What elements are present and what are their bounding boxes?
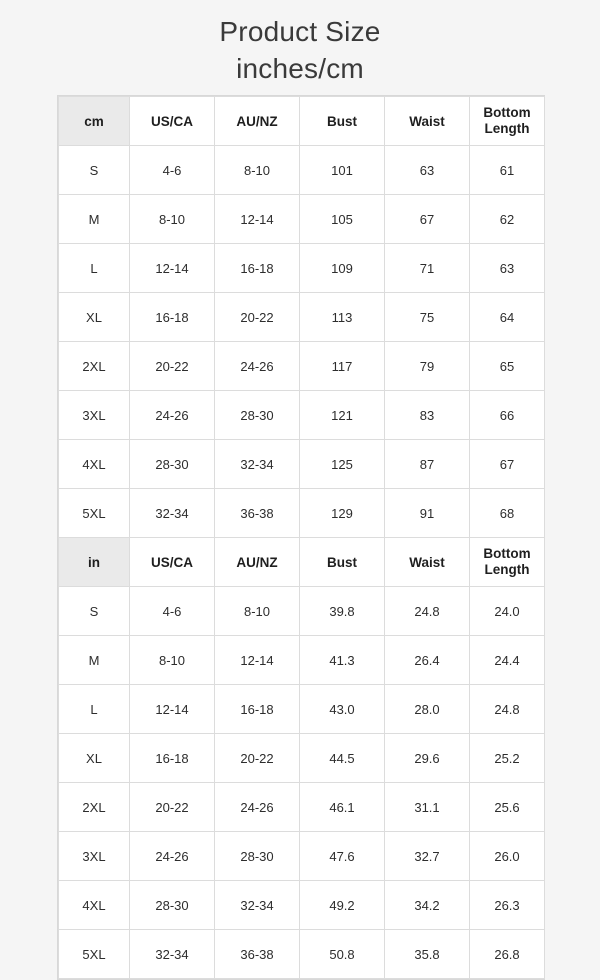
table-row: [59, 244, 545, 293]
size-label-cell: 2XL: [59, 783, 130, 832]
measurement-cell: 47.6: [300, 832, 385, 881]
measurement-cell: 26.8: [470, 930, 545, 979]
measurement-cell: 25.6: [470, 783, 545, 832]
size-label-cell: L: [59, 244, 130, 293]
column-header-cell: Waist: [385, 538, 470, 587]
measurement-cell: 29.6: [385, 734, 470, 783]
measurement-cell: 61: [470, 146, 545, 195]
column-header-cell: Bust: [300, 97, 385, 146]
table-row: [59, 734, 545, 783]
measurement-cell: 43.0: [300, 685, 385, 734]
table-row: [59, 489, 545, 538]
column-header-cell: Bust: [300, 538, 385, 587]
size-label-cell: XL: [59, 734, 130, 783]
size-label-cell: S: [59, 587, 130, 636]
size-label-cell: M: [59, 636, 130, 685]
column-header-cell: US/CA: [130, 97, 215, 146]
measurement-cell: 129: [300, 489, 385, 538]
measurement-cell: 20-22: [215, 293, 300, 342]
measurement-cell: 32-34: [130, 489, 215, 538]
measurement-cell: 24.8: [385, 587, 470, 636]
measurement-cell: 24.8: [470, 685, 545, 734]
size-label-cell: L: [59, 685, 130, 734]
measurement-cell: 12-14: [130, 685, 215, 734]
measurement-cell: 44.5: [300, 734, 385, 783]
measurement-cell: 8-10: [215, 587, 300, 636]
measurement-cell: 4-6: [130, 146, 215, 195]
measurement-cell: 24-26: [130, 391, 215, 440]
size-label-cell: 3XL: [59, 391, 130, 440]
page-title: [0, 0, 600, 88]
size-label-cell: 2XL: [59, 342, 130, 391]
measurement-cell: 8-10: [130, 195, 215, 244]
measurement-cell: 113: [300, 293, 385, 342]
measurement-cell: 64: [470, 293, 545, 342]
measurement-cell: 36-38: [215, 489, 300, 538]
column-header-cell: [470, 538, 545, 587]
measurement-cell: 28-30: [130, 440, 215, 489]
measurement-cell: 67: [385, 195, 470, 244]
measurement-cell: 66: [470, 391, 545, 440]
table-row: [59, 146, 545, 195]
measurement-cell: 121: [300, 391, 385, 440]
measurement-cell: 34.2: [385, 881, 470, 930]
column-header-cell: [470, 97, 545, 146]
size-label-cell: XL: [59, 293, 130, 342]
table-row: [59, 930, 545, 979]
measurement-cell: 91: [385, 489, 470, 538]
size-table: [58, 96, 545, 979]
measurement-cell: 8-10: [130, 636, 215, 685]
column-header-cell: Waist: [385, 97, 470, 146]
measurement-cell: 8-10: [215, 146, 300, 195]
measurement-cell: 24-26: [215, 342, 300, 391]
size-label-cell: 5XL: [59, 930, 130, 979]
measurement-cell: 26.3: [470, 881, 545, 930]
measurement-cell: 68: [470, 489, 545, 538]
measurement-cell: 24.4: [470, 636, 545, 685]
page-title-line-1: Product Size: [219, 16, 381, 47]
table-header-row: [59, 538, 545, 587]
measurement-cell: 36-38: [215, 930, 300, 979]
measurement-cell: 31.1: [385, 783, 470, 832]
measurement-cell: 83: [385, 391, 470, 440]
measurement-cell: 63: [385, 146, 470, 195]
measurement-cell: 24-26: [215, 783, 300, 832]
measurement-cell: 32-34: [215, 440, 300, 489]
measurement-cell: 65: [470, 342, 545, 391]
measurement-cell: 16-18: [130, 734, 215, 783]
measurement-cell: 49.2: [300, 881, 385, 930]
measurement-cell: 67: [470, 440, 545, 489]
measurement-cell: 32-34: [215, 881, 300, 930]
column-header-line-1: Bottom: [483, 105, 531, 121]
table-row: [59, 832, 545, 881]
measurement-cell: 25.2: [470, 734, 545, 783]
measurement-cell: 28-30: [215, 391, 300, 440]
measurement-cell: 28.0: [385, 685, 470, 734]
measurement-cell: 26.4: [385, 636, 470, 685]
measurement-cell: 28-30: [215, 832, 300, 881]
measurement-cell: 32.7: [385, 832, 470, 881]
page-title-line-2: inches/cm: [236, 52, 364, 84]
measurement-cell: 117: [300, 342, 385, 391]
table-row: [59, 783, 545, 832]
measurement-cell: 87: [385, 440, 470, 489]
measurement-cell: 101: [300, 146, 385, 195]
table-header-row: [59, 97, 545, 146]
measurement-cell: 12-14: [215, 636, 300, 685]
table-row: [59, 440, 545, 489]
table-row: [59, 195, 545, 244]
column-header-cell: AU/NZ: [215, 97, 300, 146]
measurement-cell: 20-22: [130, 783, 215, 832]
measurement-cell: 24-26: [130, 832, 215, 881]
size-label-cell: 3XL: [59, 832, 130, 881]
column-header-line-2: Length: [484, 562, 530, 577]
measurement-cell: 79: [385, 342, 470, 391]
measurement-cell: 24.0: [470, 587, 545, 636]
measurement-cell: 16-18: [130, 293, 215, 342]
measurement-cell: 32-34: [130, 930, 215, 979]
measurement-cell: 12-14: [130, 244, 215, 293]
table-row: [59, 293, 545, 342]
measurement-cell: 20-22: [215, 734, 300, 783]
size-label-cell: 4XL: [59, 881, 130, 930]
measurement-cell: 105: [300, 195, 385, 244]
measurement-cell: 20-22: [130, 342, 215, 391]
measurement-cell: 71: [385, 244, 470, 293]
measurement-cell: 41.3: [300, 636, 385, 685]
column-header-line-1: Bottom: [483, 546, 531, 562]
measurement-cell: 63: [470, 244, 545, 293]
size-tables-container: [57, 95, 545, 980]
measurement-cell: 75: [385, 293, 470, 342]
table-row: [59, 391, 545, 440]
size-label-cell: S: [59, 146, 130, 195]
measurement-cell: 62: [470, 195, 545, 244]
table-row: [59, 685, 545, 734]
column-header-cell: AU/NZ: [215, 538, 300, 587]
table-row: [59, 342, 545, 391]
column-header-cell: US/CA: [130, 538, 215, 587]
measurement-cell: 4-6: [130, 587, 215, 636]
measurement-cell: 109: [300, 244, 385, 293]
measurement-cell: 46.1: [300, 783, 385, 832]
measurement-cell: 35.8: [385, 930, 470, 979]
measurement-cell: 12-14: [215, 195, 300, 244]
table-row: [59, 587, 545, 636]
measurement-cell: 16-18: [215, 685, 300, 734]
measurement-cell: 125: [300, 440, 385, 489]
unit-header-cell: cm: [59, 97, 130, 146]
size-label-cell: 5XL: [59, 489, 130, 538]
size-label-cell: M: [59, 195, 130, 244]
measurement-cell: 50.8: [300, 930, 385, 979]
table-row: [59, 636, 545, 685]
size-label-cell: 4XL: [59, 440, 130, 489]
measurement-cell: 16-18: [215, 244, 300, 293]
column-header-line-2: Length: [484, 121, 530, 136]
measurement-cell: 28-30: [130, 881, 215, 930]
measurement-cell: 26.0: [470, 832, 545, 881]
measurement-cell: 39.8: [300, 587, 385, 636]
table-row: [59, 881, 545, 930]
unit-header-cell: in: [59, 538, 130, 587]
